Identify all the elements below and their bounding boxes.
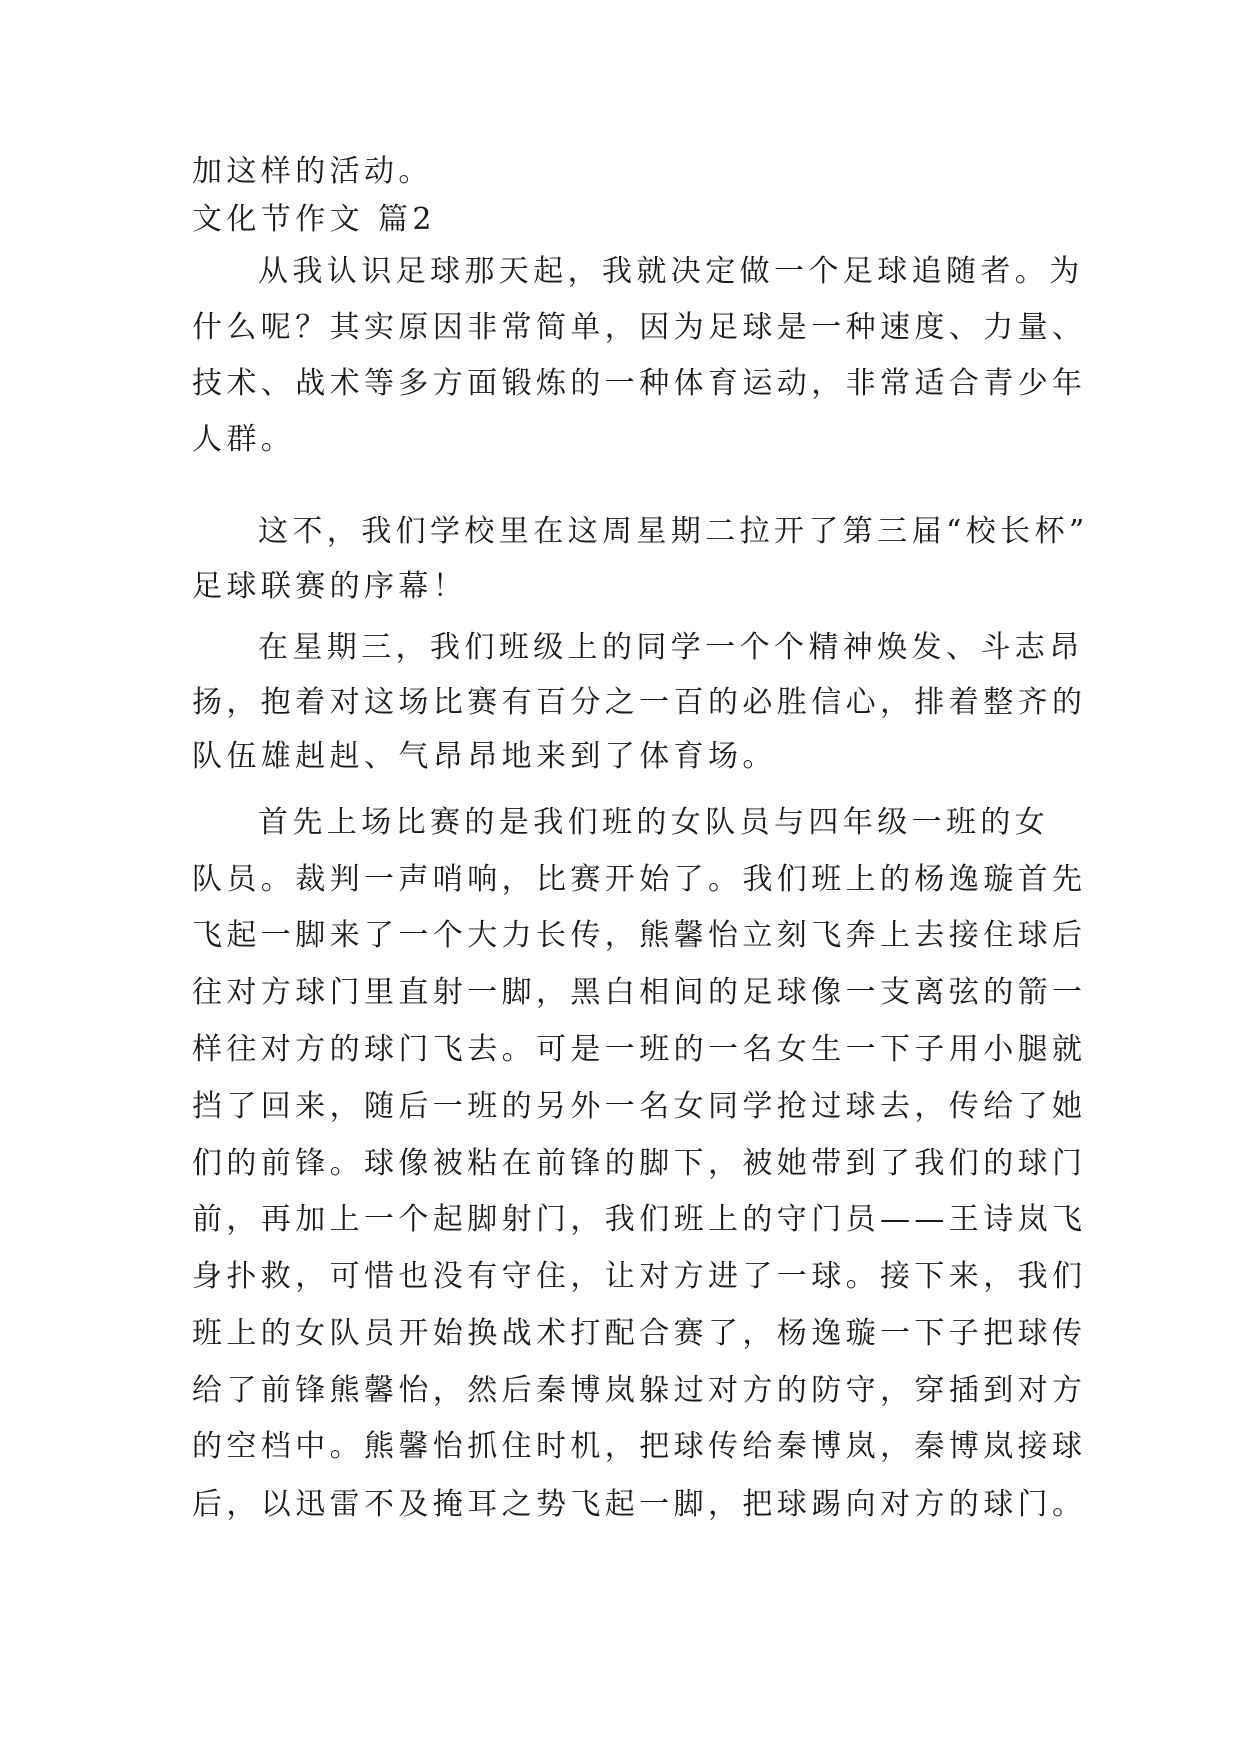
text-line: 首先上场比赛的是我们班的女队员与四年级一班的女 (258, 805, 1050, 840)
text-line: 技术、战术等多方面锻炼的一种体育运动，非常适合青少年 (192, 366, 1087, 401)
text-line: 样往对方的球门飞去。可是一班的一名女生一下子用小腿就 (192, 1032, 1087, 1067)
text-line: 人群。 (192, 422, 296, 457)
text-line: 从我认识足球那天起，我就决定做一个足球追随者。为 (258, 254, 1084, 289)
text-line: 挡了回来，随后一班的另外一名女同学抢过球去，传给了她 (192, 1089, 1087, 1124)
text-line: 什么呢？其实原因非常简单，因为足球是一种速度、力量、 (192, 310, 1087, 345)
text-line: 往对方球门里直射一脚，黑白相间的足球像一支离弦的箭一 (192, 975, 1087, 1010)
text-line: 加这样的活动。 (192, 154, 433, 189)
text-line: 队伍雄赳赳、气昂昂地来到了体育场。 (192, 739, 777, 774)
text-line: 队员。裁判一声哨响，比赛开始了。我们班上的杨逸璇首先 (192, 862, 1087, 897)
text-line: 给了前锋熊馨怡，然后秦博岚躲过对方的防守，穿插到对方 (192, 1373, 1087, 1408)
section-title: 文化节作文 篇2 (192, 202, 436, 237)
text-line: 们的前锋。球像被粘在前锋的脚下，被她带到了我们的球门 (192, 1146, 1087, 1181)
text-line: 前，再加上一个起脚射门，我们班上的守门员——王诗岚飞 (192, 1202, 1087, 1237)
text-line: 在星期三，我们班级上的同学一个个精神焕发、斗志昂 (258, 630, 1084, 665)
text-line: 扬，抱着对这场比赛有百分之一百的必胜信心，排着整齐的 (192, 685, 1087, 720)
text-line: 身扑救，可惜也没有守住，让对方进了一球。接下来，我们 (192, 1259, 1087, 1294)
text-line: 后，以迅雷不及掩耳之势飞起一脚，把球踢向对方的球门。 (192, 1487, 1087, 1522)
text-line: 足球联赛的序幕！ (192, 569, 468, 604)
text-line: 的空档中。熊馨怡抓住时机，把球传给秦博岚，秦博岚接球 (192, 1429, 1087, 1464)
text-line: 班上的女队员开始换战术打配合赛了，杨逸璇一下子把球传 (192, 1316, 1087, 1351)
text-line: 飞起一脚来了一个大力长传，熊馨怡立刻飞奔上去接住球后 (192, 918, 1087, 953)
text-line: 这不，我们学校里在这周星期二拉开了第三届“校长杯” (258, 514, 1089, 549)
